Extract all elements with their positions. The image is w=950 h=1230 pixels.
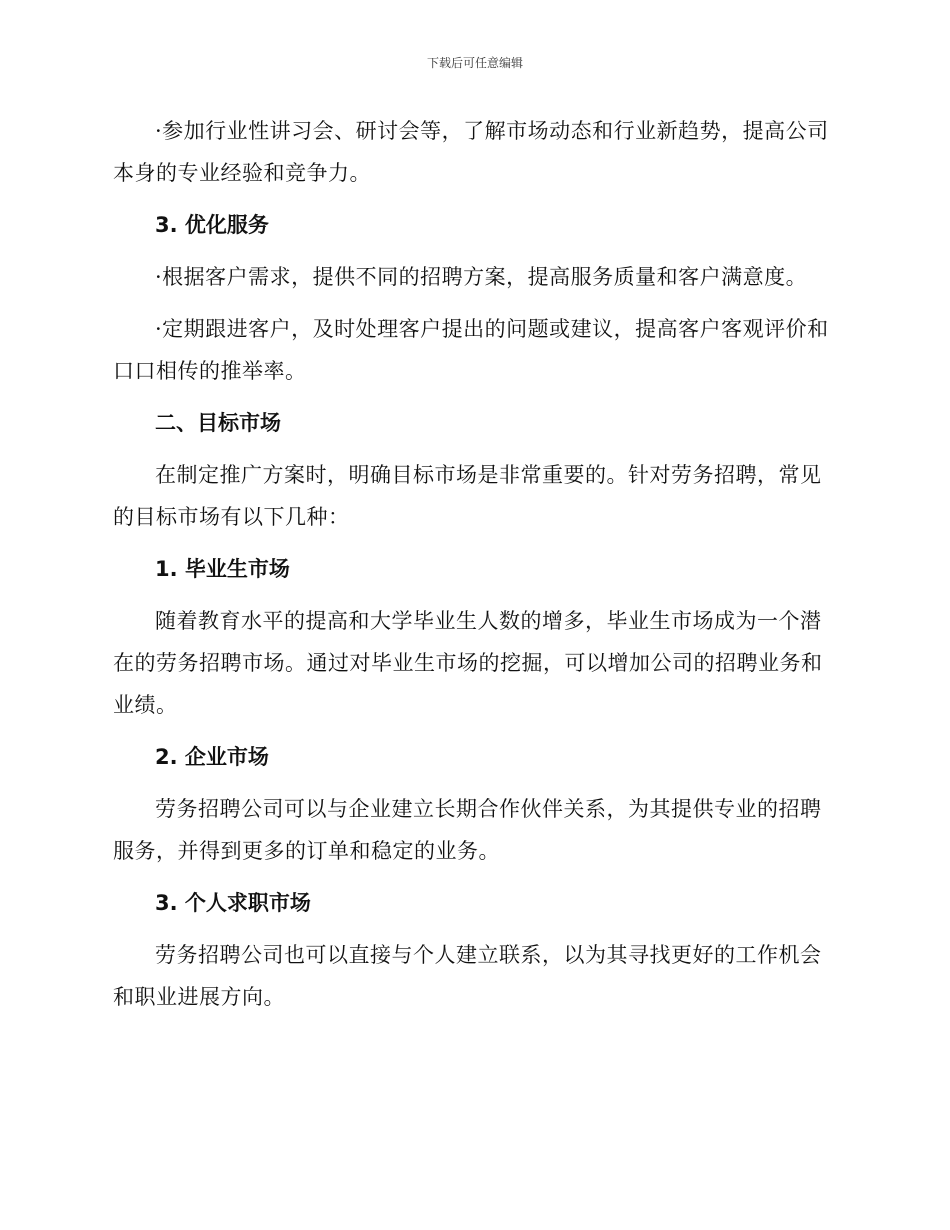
bullet-paragraph: ·根据客户需求，提供不同的招聘方案，提高服务质量和客户满意度。 bbox=[155, 265, 808, 289]
section-heading: 2. 企业市场 bbox=[155, 745, 269, 769]
document-body bbox=[113, 110, 835, 1018]
section-heading: 3. 个人求职市场 bbox=[155, 891, 311, 915]
body-paragraph: 劳务招聘公司也可以直接与个人建立联系，以为其寻找更好的工作机会和职业进展方向。 bbox=[113, 943, 822, 1009]
body-paragraph: 在制定推广方案时，明确目标市场是非常重要的。针对劳务招聘，常见的目标市场有以下几种： bbox=[113, 463, 822, 529]
bullet-paragraph: ·定期跟进客户，及时处理客户提出的问题或建议，提高客户客观评价和口口相传的推举率。 bbox=[113, 317, 829, 383]
body-paragraph: 随着教育水平的提高和大学毕业生人数的增多，毕业生市场成为一个潜在的劳务招聘市场。通过对毕业生市场的挖掘，可以增加公司的招聘业务和业绩。 bbox=[113, 609, 823, 717]
page-header: 下载后可任意编辑 bbox=[426, 56, 523, 70]
section-heading: 1. 毕业生市场 bbox=[155, 557, 290, 581]
body-paragraph: 劳务招聘公司可以与企业建立长期合作伙伴关系，为其提供专业的招聘服务，并得到更多的订单和稳定的业务。 bbox=[113, 797, 822, 863]
bullet-paragraph: ·参加行业性讲习会、研讨会等，了解市场动态和行业新趋势，提高公司本身的专业经验和竞争力。 bbox=[113, 119, 829, 185]
section-heading: 3. 优化服务 bbox=[155, 213, 269, 237]
chapter-heading: 二、目标市场 bbox=[155, 411, 281, 435]
